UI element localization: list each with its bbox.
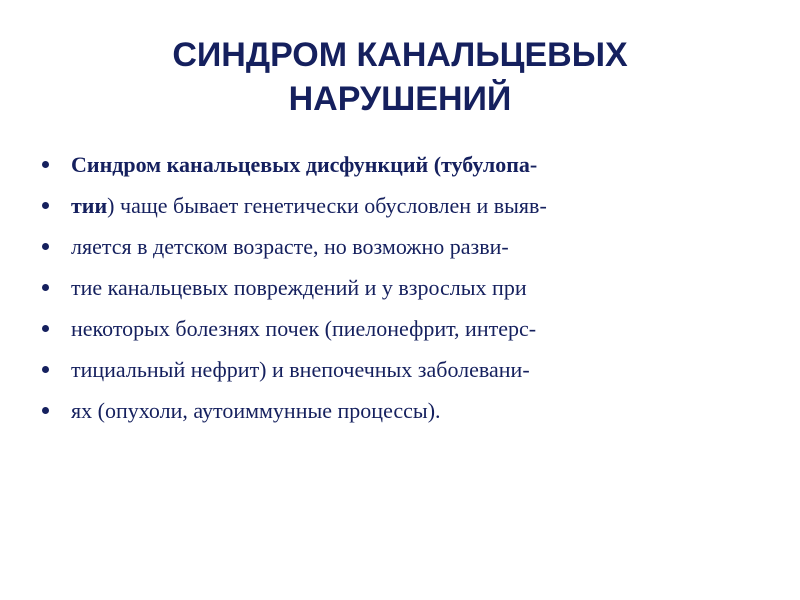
bullet-dot-icon <box>42 202 49 209</box>
regular-text: ях (опухоли, аутоиммунные процессы). <box>71 398 441 423</box>
bullet-dot-icon <box>42 243 49 250</box>
slide-title <box>0 33 800 121</box>
bullet-dot-icon <box>42 161 49 168</box>
bullet-dot-icon <box>42 284 49 291</box>
bullet-line-text <box>71 349 530 390</box>
bullet-line-6 <box>42 349 762 390</box>
bullet-line-text <box>71 267 527 308</box>
bullet-line-text <box>71 308 536 349</box>
bullet-list <box>42 144 762 431</box>
bold-text: тии <box>71 193 108 218</box>
regular-text: тие канальцевых повреждений и у взрослых при <box>71 275 527 300</box>
bullet-line-text <box>71 226 509 267</box>
bullet-dot-icon <box>42 325 49 332</box>
bullet-dot-icon <box>42 366 49 373</box>
regular-text: тициальный нефрит) и внепочечных заболевани- <box>71 357 530 382</box>
bullet-line-2 <box>42 185 762 226</box>
bullet-line-3 <box>42 226 762 267</box>
bold-text: Синдром канальцевых дисфункций (тубулопа- <box>71 152 538 177</box>
bullet-line-4 <box>42 267 762 308</box>
slide-title-line-2: НАРУШЕНИЙ <box>288 80 512 118</box>
regular-text: некоторых болезнях почек (пиелонефрит, интерс- <box>71 316 537 341</box>
slide-title-line-1: СИНДРОМ КАНАЛЬЦЕВЫХ <box>172 36 628 74</box>
regular-text: ) чаще бывает генетически обусловлен и выяв- <box>107 193 547 218</box>
bullet-line-text <box>71 390 441 431</box>
bullet-line-1 <box>42 144 762 185</box>
bullet-dot-icon <box>42 407 49 414</box>
bullet-line-text <box>71 144 537 185</box>
bullet-line-5 <box>42 308 762 349</box>
bullet-line-7 <box>42 390 762 431</box>
regular-text: ляется в детском возрасте, но возможно разви- <box>71 234 509 259</box>
bullet-line-text <box>71 185 547 226</box>
